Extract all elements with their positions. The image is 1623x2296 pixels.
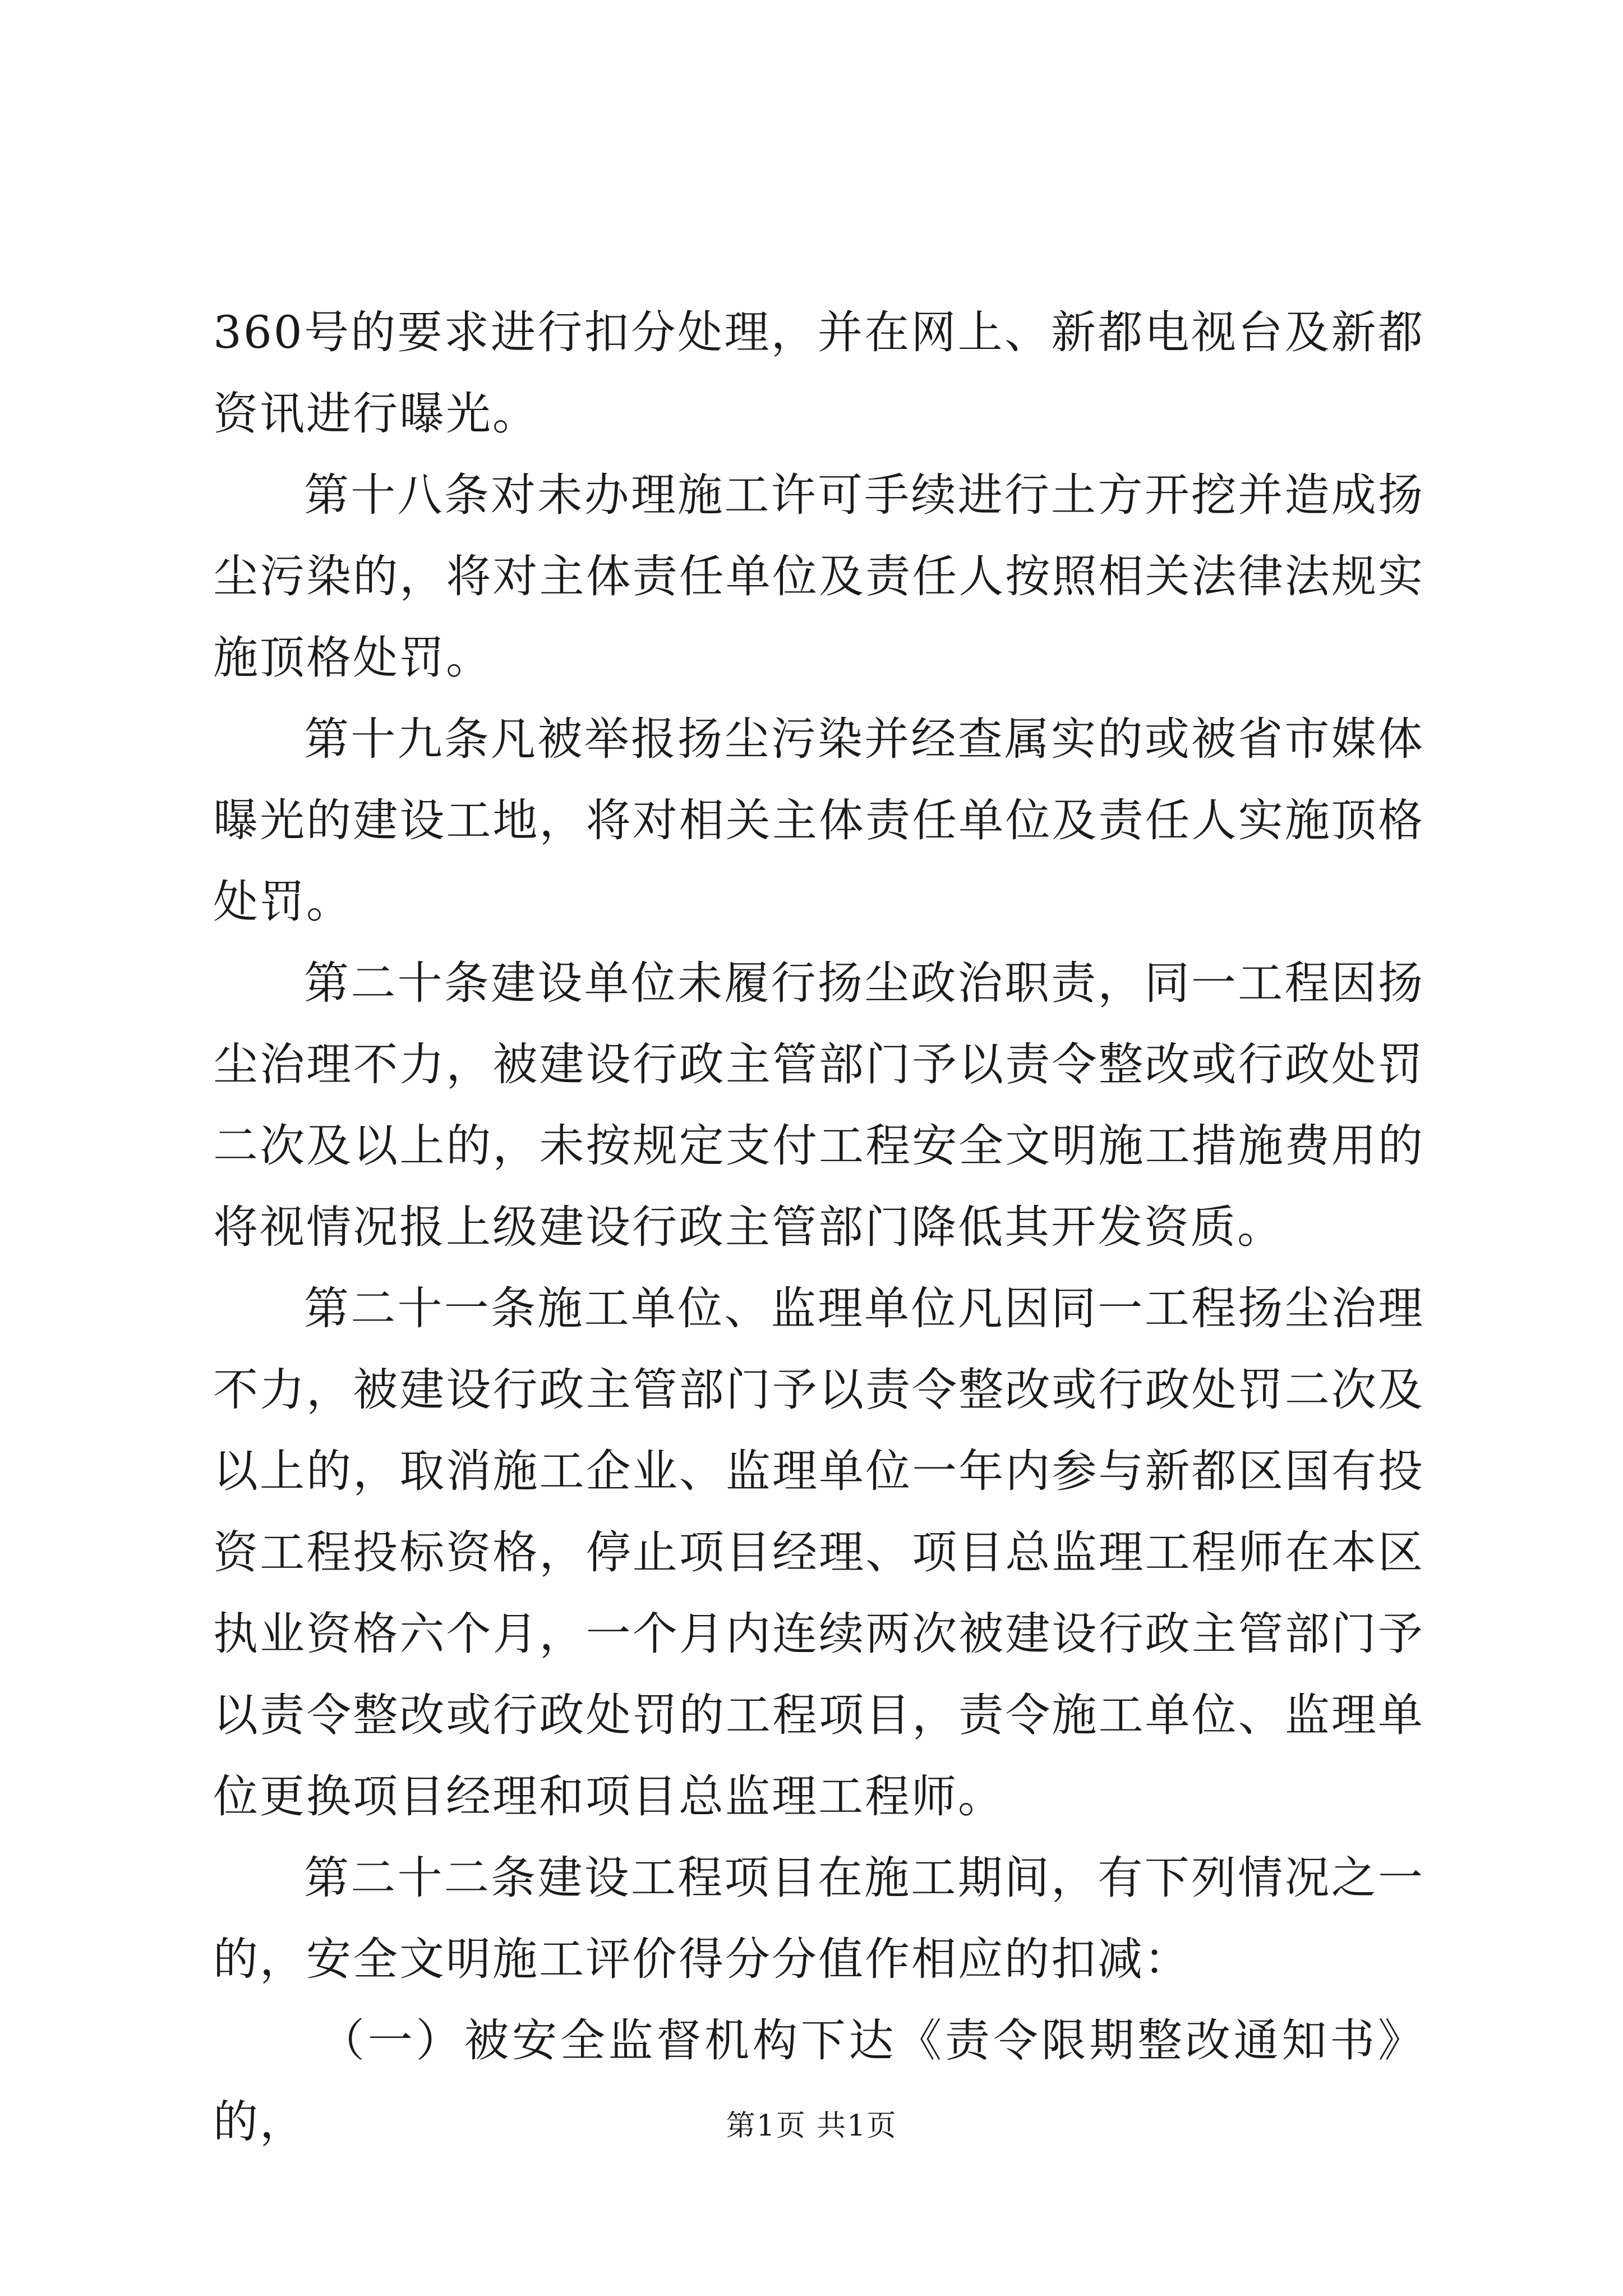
paragraph-article-21: 第二十一条施工单位、监理单位凡因同一工程扬尘治理不力，被建设行政主管部门予以责令整改或行政处罚二次及以上的，取消施工企业、监理单位一年内参与新都区国有投资工程投标资格，停止项目经理、项目总监理工程师在本区执业资格六个月，一个月内连续两次被建设行政主管部门予以责令整改或行政处罚的工程项目，责令施工单位、监理单位更换项目经理和项目总监理工程师。 <box>213 1282 1424 1823</box>
paragraph-continuation: 360号的要求进行扣分处理，并在网上、新都电视台及新都资讯进行曝光。 <box>213 306 1424 440</box>
document-body <box>213 292 1424 2162</box>
page-number-footer: 第1页 共1页 <box>726 2109 897 2143</box>
paragraph-item-1: （一）被安全监督机构下达《责令限期整改通知书》的， <box>213 2014 1424 2148</box>
paragraph-article-18: 第十八条对未办理施工许可手续进行土方开挖并造成扬尘污染的，将对主体责任单位及责任人按照相关法律法规实施顶格处罚。 <box>213 469 1424 684</box>
paragraph-article-22: 第二十二条建设工程项目在施工期间，有下列情况之一的，安全文明施工评价得分分值作相应的扣减： <box>213 1852 1424 1985</box>
paragraph-article-19: 第十九条凡被举报扬尘污染并经查属实的或被省市媒体曝光的建设工地，将对相关主体责任单位及责任人实施顶格处罚。 <box>213 713 1424 928</box>
paragraph-article-20: 第二十条建设单位未履行扬尘政治职责，同一工程因扬尘治理不力，被建设行政主管部门予以责令整改或行政处罚二次及以上的，未按规定支付工程安全文明施工措施费用的将视情况报上级建设行政主管部门降低其开发资质。 <box>213 957 1424 1253</box>
